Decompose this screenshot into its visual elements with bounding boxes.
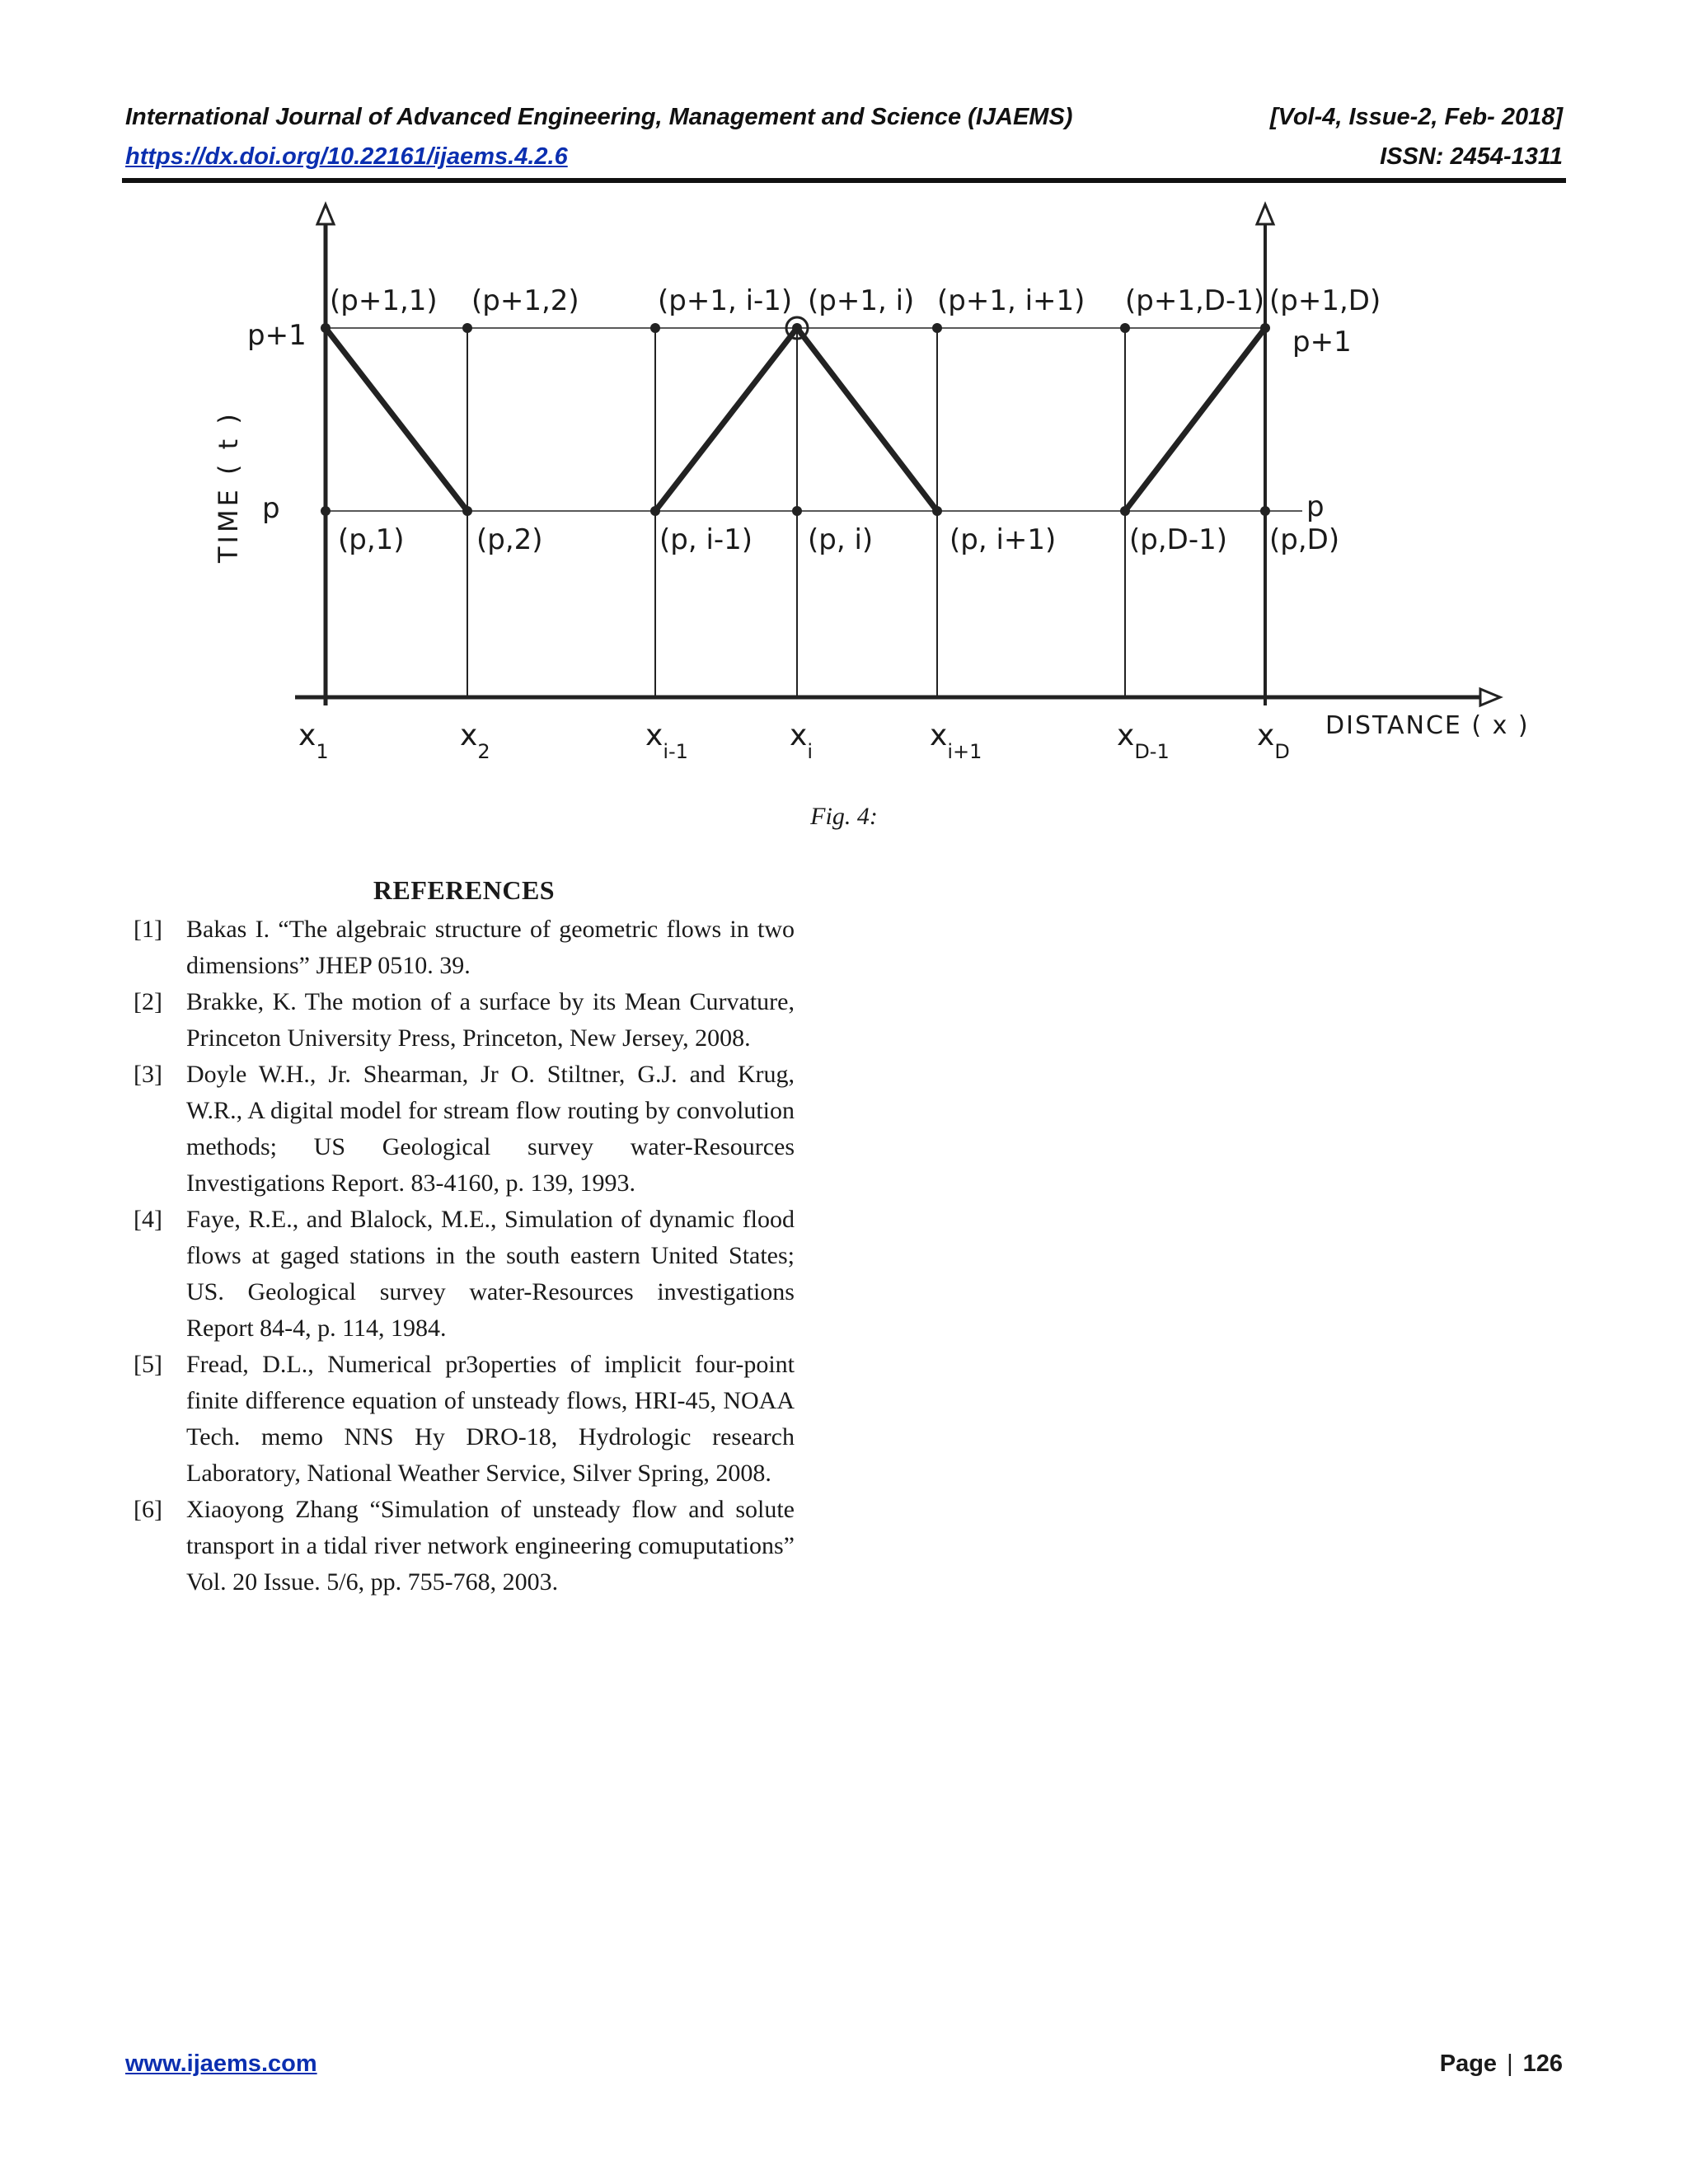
figure-4 [198, 188, 1550, 781]
node-label-lower: (p,D) [1269, 523, 1340, 556]
node-label-upper: (p+1,D) [1269, 284, 1381, 317]
grid-node [1260, 323, 1270, 333]
node-label-lower: (p, i) [808, 523, 874, 556]
figure-caption: Fig. 4: [810, 803, 878, 830]
node-label-lower: (p,D-1) [1129, 523, 1227, 556]
x-tick-base: x [645, 719, 663, 752]
stencil-connector [1125, 328, 1265, 511]
grid-node [462, 323, 472, 333]
issn: ISSN: 2454-1311 [1380, 143, 1563, 170]
x-tick-base: x [460, 719, 478, 752]
node-label-lower: (p,2) [476, 523, 543, 556]
node-label-lower: (p, i+1) [950, 523, 1057, 556]
grid-node [1260, 506, 1270, 516]
grid-node [1120, 506, 1130, 516]
x-tick-label [930, 719, 982, 763]
journal-title: International Journal of Advanced Engineering, Management and Science (IJAEMS) [125, 104, 1073, 130]
time-level-label-lower: p [262, 492, 280, 525]
x-axis-title: DISTANCE ( x ) [1325, 711, 1530, 740]
node-label-upper: (p+1, i) [808, 284, 915, 317]
x-tick-base: x [298, 719, 316, 752]
grid-node [792, 506, 802, 516]
x-tick-base: x [1257, 719, 1275, 752]
page-number-block [1440, 2050, 1563, 2078]
reference-item [134, 912, 795, 984]
x-axis-arrow [1480, 689, 1500, 705]
grid-node [650, 323, 660, 333]
reference-number: [6] [134, 1496, 162, 1523]
y-axis-title: TIME ( t ) [213, 410, 244, 563]
reference-number: [4] [134, 1206, 162, 1233]
grid-node [932, 323, 942, 333]
grid-diagram [198, 188, 1550, 781]
reference-text: Xiaoyong Zhang “Simulation of unsteady flow and solute transport in a tidal river network engineering comuputations” Vol. 20 Issue. 5/6, pp. 755-768, 2003. [186, 1496, 795, 1596]
time-level-label-lower-right: p [1306, 490, 1325, 523]
header-rule [122, 178, 1566, 183]
reference-number: [2] [134, 988, 162, 1015]
x-tick-base: x [930, 719, 948, 752]
doi-link[interactable]: https://dx.doi.org/10.22161/ijaems.4.2.6 [125, 143, 568, 170]
x-tick-subscript: i [807, 740, 813, 763]
site-link[interactable]: www.ijaems.com [125, 2050, 317, 2077]
y-axis-arrow [317, 204, 334, 224]
reference-item [134, 1057, 795, 1202]
x-tick-subscript: i-1 [663, 740, 688, 763]
reference-item [134, 1347, 795, 1492]
references-list [134, 912, 795, 1601]
time-level-label-upper: p+1 [247, 319, 307, 352]
x-tick-subscript: 2 [477, 740, 490, 763]
reference-text: Bakas I. “The algebraic structure of geometric flows in two dimensions” JHEP 0510. 39. [186, 916, 795, 979]
grid-node [932, 506, 942, 516]
page-separator: | [1507, 2050, 1513, 2077]
reference-text: Brakke, K. The motion of a surface by its Mean Curvature, Princeton University Press, Princeton, New Jersey, 2008. [186, 988, 795, 1052]
reference-item [134, 984, 795, 1057]
x-tick-label [1117, 719, 1170, 763]
grid-node [321, 323, 331, 333]
grid-node [462, 506, 472, 516]
references-section [134, 872, 795, 1601]
right-axis-arrow [1257, 204, 1273, 224]
stencil-connector [326, 328, 467, 511]
node-label-upper: (p+1, i+1) [937, 284, 1085, 317]
reference-text: Faye, R.E., and Blalock, M.E., Simulation of dynamic flood flows at gaged stations in the south eastern United States; US. Geological survey water-Resources investigations Report 84-4, p. 114, 1984. [186, 1206, 795, 1342]
x-tick-subscript: D [1274, 740, 1290, 763]
grid-node [1120, 323, 1130, 333]
stencil-connector [655, 328, 797, 511]
reference-text: Doyle W.H., Jr. Shearman, Jr O. Stiltner, G.J. and Krug, W.R., A digital model for stream flow routing by convolution methods; US Geological survey water-Resources Investigations Report. 83-4160, p. 139, 1993. [186, 1061, 795, 1197]
node-label-upper: (p+1,1) [330, 284, 438, 317]
reference-item [134, 1202, 795, 1347]
reference-number: [1] [134, 916, 162, 943]
grid-node [321, 506, 331, 516]
node-label-lower: (p,1) [338, 523, 405, 556]
page-number: 126 [1522, 2050, 1563, 2077]
grid-node [792, 323, 802, 333]
x-tick-label [645, 719, 688, 763]
x-tick-subscript: D-1 [1134, 740, 1170, 763]
page-footer [125, 2050, 1563, 2078]
time-level-label-upper-right: p+1 [1292, 326, 1352, 359]
volume-info: [Vol-4, Issue-2, Feb- 2018] [1269, 104, 1563, 130]
node-label-lower: (p, i-1) [659, 523, 753, 556]
x-tick-label [460, 719, 490, 763]
page-label: Page [1439, 2050, 1498, 2077]
page-header [125, 97, 1563, 176]
grid-node [650, 506, 660, 516]
node-label-upper: (p+1,D-1) [1125, 284, 1265, 317]
x-tick-label [1257, 719, 1290, 763]
reference-item [134, 1492, 795, 1601]
stencil-connector [797, 328, 937, 511]
x-tick-base: x [790, 719, 808, 752]
node-label-upper: (p+1,2) [471, 284, 579, 317]
reference-number: [3] [134, 1061, 162, 1088]
reference-number: [5] [134, 1351, 162, 1378]
x-tick-subscript: i+1 [947, 740, 982, 763]
node-label-upper: (p+1, i-1) [658, 284, 793, 317]
x-tick-label [790, 719, 813, 763]
reference-text: Fread, D.L., Numerical pr3operties of implicit four-point finite difference equation of unsteady flows, HRI-45, NOAA Tech. memo NNS Hy DRO-18, Hydrologic research Laboratory, National Weather Service, Silver Spring, 2008. [186, 1351, 795, 1487]
x-tick-subscript: 1 [316, 740, 329, 763]
x-tick-base: x [1117, 719, 1135, 752]
x-tick-label [298, 719, 329, 763]
references-heading: REFERENCES [373, 875, 556, 905]
